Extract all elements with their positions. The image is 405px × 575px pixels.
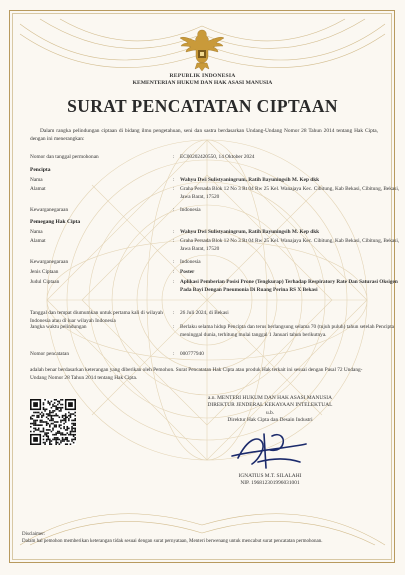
colon: : <box>173 310 175 316</box>
signatory-nip: NIP. 196812301996031001 <box>240 480 300 487</box>
colon: : <box>173 351 175 357</box>
pencipta-heading: Pencipta <box>30 167 51 173</box>
pemegang-heading: Pemegang Hak Cipta <box>30 219 81 225</box>
colon: : <box>173 177 175 183</box>
disclaimer-text: Dalam hal pemohon memberikan keterangan tidak sesuai dengan surat pernyataan, Menteri berwenang untuk mencabut surat pencatatan permohonan. <box>22 538 323 544</box>
closing-paragraph: adalah benar berdasarkan keterangan yang diberikan oleh Pemohon. Surat Pencatatan Hak Cipta atau produk Hak terkait ini sesuai dengan Pasal 72 Undang-Undang Nomor 28 Tahun 2014 tentang Hak Cipta. <box>30 367 363 381</box>
colon: : <box>173 229 175 235</box>
field-value: Graha Persada Blok 12 No 3 Rt 04 Rw 25 Kel. Wanajaya Kec. Cibitung, Kab Bekasi, Cibitung, Bekasi, Jawa Barat, 17520 <box>180 238 400 252</box>
field-value: Indonesia <box>180 259 201 265</box>
application-label: Nomor dan tanggal permohonan <box>30 154 99 160</box>
disclaimer <box>22 532 394 545</box>
colon: : <box>173 269 175 275</box>
field-label: Nama <box>30 177 43 183</box>
signatory-name: IGNATIUS M.T. SILALAHI <box>238 473 302 479</box>
field-label: Kewarganegaraan <box>30 207 69 213</box>
field-value: 26 Juli 2024, di Bekasi <box>180 310 229 316</box>
field-label: Nomor pencatatan <box>30 351 69 357</box>
colon: : <box>173 154 175 160</box>
field-label: Jenis Ciptaan <box>30 269 59 275</box>
colon: : <box>173 207 175 213</box>
field-value: Wahyu Dwi Sulistyaningrum, Ratih Bayuningsih M. Kep dkk <box>180 229 320 235</box>
signature-line4: Direktur Hak Cipta dan Desain Industri <box>227 417 313 424</box>
field-value: Poster <box>180 269 195 275</box>
signature-line2: DIREKTUR JENDERAL KEKAYAAN INTELEKTUAL <box>207 402 333 409</box>
document-title: SURAT PENCATATAN CIPTAAN <box>67 96 338 116</box>
disclaimer-heading: Disclaimer: <box>22 532 46 537</box>
field-value: 000777940 <box>180 351 204 357</box>
colon: : <box>173 238 175 244</box>
signature-line1: a.n. MENTERI HUKUM DAN HAK ASASI MANUSIA <box>208 395 332 401</box>
field-label: Tanggal dan tempat diumumkan untuk pertama kali di wilayah Indonesia atau di luar wilayah Indonesia <box>30 310 163 324</box>
field-label: Judul Ciptaan <box>30 279 60 285</box>
field-label: Jangka waktu pelindungan <box>30 324 87 330</box>
field-label: Alamat <box>30 186 46 192</box>
field-value: Wahyu Dwi Sulistyaningrum, Ratih Bayuningsih M. Kep dkk <box>180 177 320 183</box>
field-value: Berlaku selama hidup Pencipta dan terus berlangsung selama 70 (tujuh puluh) tahun setelah Pencipta meninggal dunia, terhitung mulai tanggal 1 Januari tahun berikutnya. <box>180 324 395 338</box>
garuda-emblem-icon <box>178 26 226 72</box>
header-republic: REPUBLIK INDONESIA <box>169 73 236 79</box>
qr-code-icon[interactable] <box>30 399 76 445</box>
signature-stamp-icon <box>228 428 308 472</box>
signature-block <box>160 395 380 425</box>
signature-line3: u.b. <box>265 409 275 416</box>
field-label: Nama <box>30 229 43 235</box>
signatory <box>160 473 380 488</box>
colon: : <box>173 186 175 192</box>
field-label: Kewarganegaraan <box>30 259 69 265</box>
colon: : <box>173 324 175 330</box>
colon: : <box>173 259 175 265</box>
intro-paragraph: Dalam rangka pelindungan ciptaan di bidang ilmu pengetahuan, seni dan sastra berdasarkan Undang-Undang Nomor 28 Tahun 2014 tentang Hak Cipta, dengan ini menerangkan: <box>30 128 378 142</box>
header-ministry: KEMENTERIAN HUKUM DAN HAK ASASI MANUSIA <box>132 80 273 86</box>
colon: : <box>173 279 175 285</box>
field-value: Indonesia <box>180 207 201 213</box>
field-value: Graha Persada Blok 12 No 3 Rt 04 Rw 25 Kel. Wanajaya Kec. Cibitung, Kab Bekasi, Cibitung, Bekasi, Jawa Barat, 17520 <box>180 186 400 200</box>
application-value: EC00202420550, 14 Oktober 2024 <box>180 154 255 160</box>
field-label: Alamat <box>30 238 46 244</box>
field-value: Aplikasi Pemberian Posisi Prone (Tengkurap) Terhadap Respiratory Rate Dan Saturasi Oksigen Pada Bayi Dengan Pneumonia Di Ruang Perina RS X Bekasi <box>180 279 398 293</box>
